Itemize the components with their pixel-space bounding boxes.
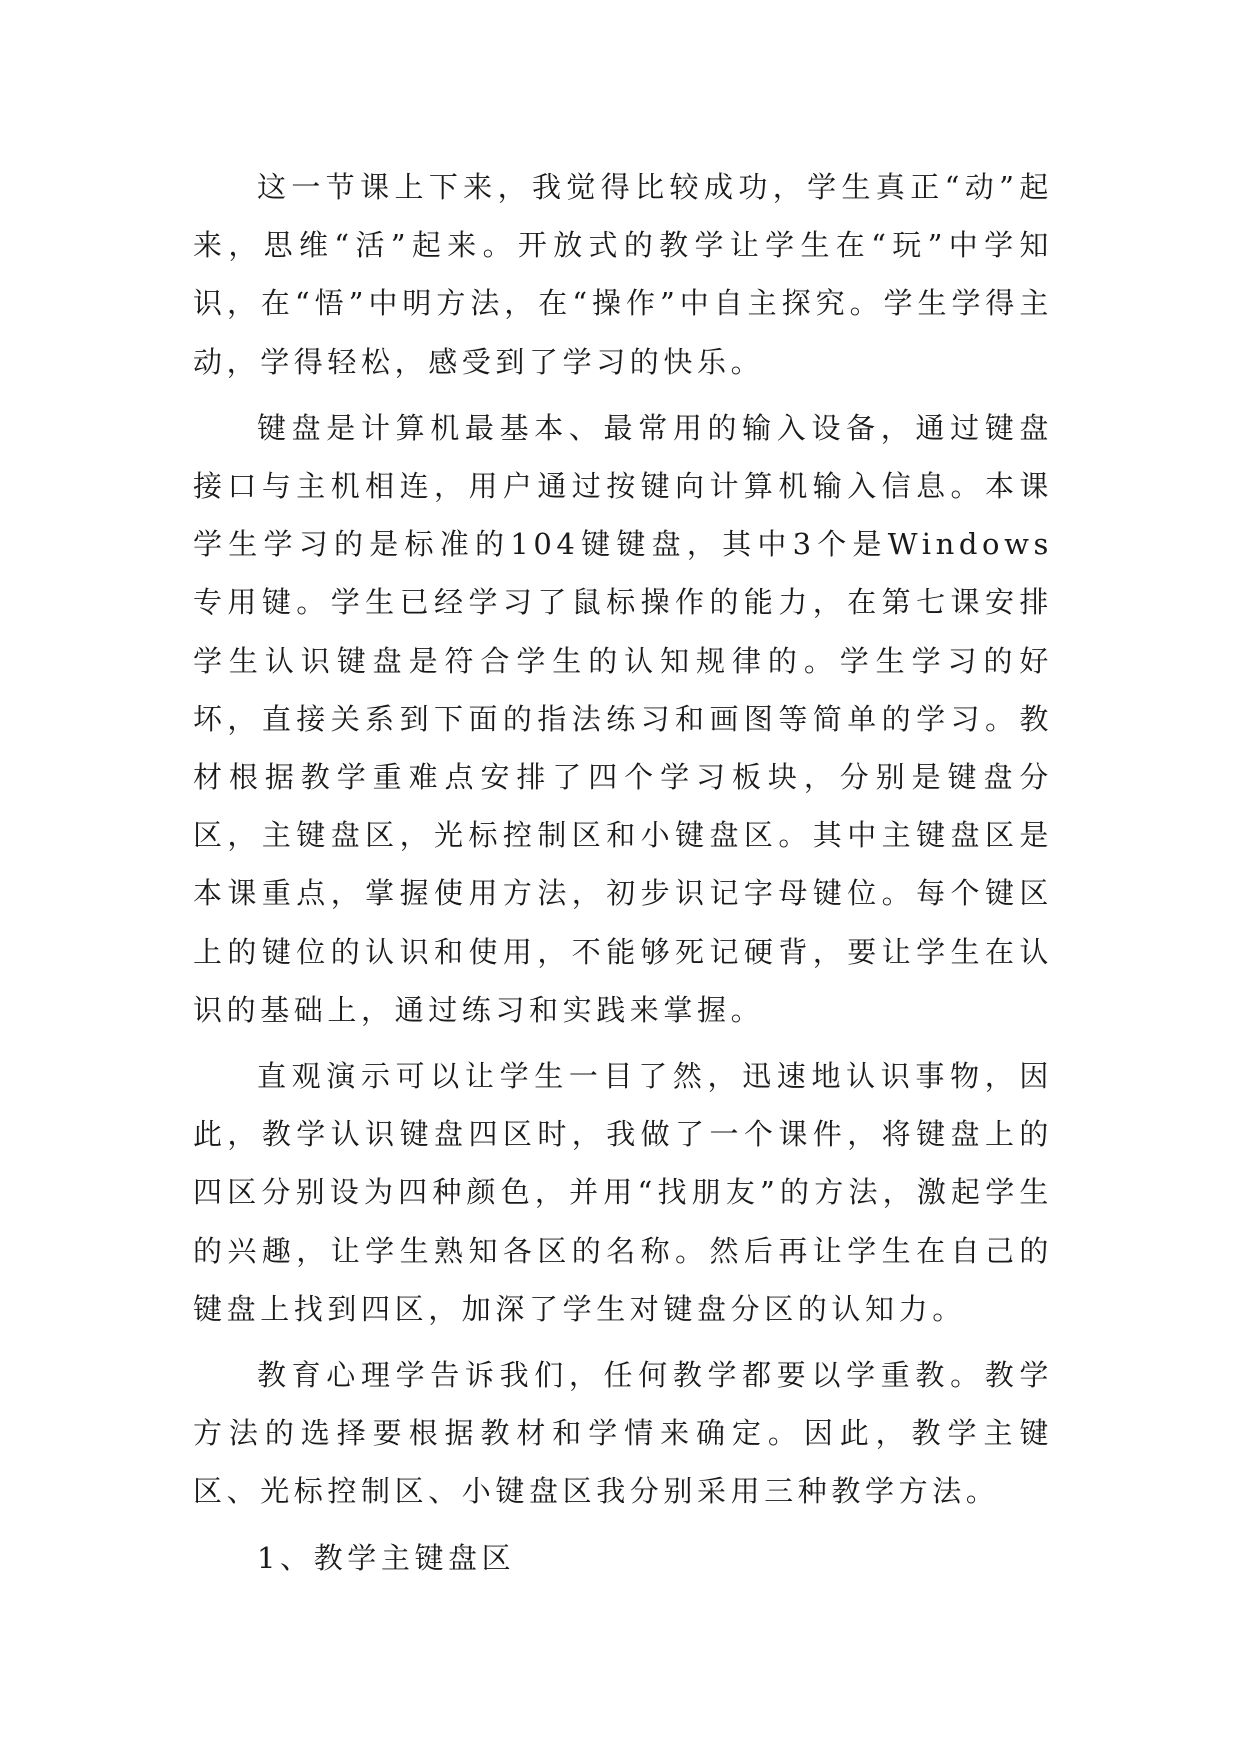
paragraph-keyboard-intro: 键盘是计算机最基本、最常用的输入设备，通过键盘接口与主机相连，用户通过按键向计算机输入信息。本课学生学习的是标准的104键键盘，其中3个是Windows专用键。学生已经学习了鼠标操作的能力，在第七课安排学生认识键盘是符合学生的认知规律的。学生学习的好坏，直接关系到下面的指法练习和画图等简单的学习。教材根据教学重难点安排了四个学习板块，分别是键盘分区，主键盘区，光标控制区和小键盘区。其中主键盘区是本课重点，掌握使用方法，初步识记字母键位。每个键区上的键位的认识和使用，不能够死记硬背，要让学生在认识的基础上，通过练习和实践来掌握。 [193, 410, 1053, 1027]
section-item-main-keyboard: 1、教学主键盘区 [257, 1540, 516, 1575]
paragraph-demonstration: 直观演示可以让学生一目了然，迅速地认识事物，因此，教学认识键盘四区时，我做了一个课件，将键盘上的四区分别设为四种颜色，并用“找朋友”的方法，激起学生的兴趣，让学生熟知各区的名称。然后再让学生在自己的键盘上找到四区，加深了学生对键盘分区的认知力。 [193, 1059, 1053, 1326]
paragraph-teaching-methods: 教育心理学告诉我们，任何教学都要以学重教。教学方法的选择要根据教材和学情来确定。因此，教学主键区、光标控制区、小键盘区我分别采用三种教学方法。 [193, 1358, 1053, 1509]
paragraph-lesson-reflection: 这一节课上下来，我觉得比较成功，学生真正“动”起来，思维“活”起来。开放式的教学让学生在“玩”中学知识，在“悟”中明方法，在“操作”中自主探究。学生学得主动，学得轻松，感受到了学习的快乐。 [193, 170, 1053, 379]
document-body [193, 158, 1053, 1595]
